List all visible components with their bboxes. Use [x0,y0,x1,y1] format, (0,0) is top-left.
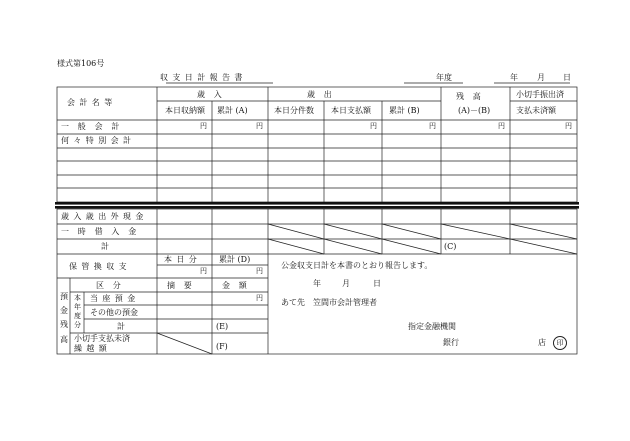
addressee: あて先 笠間市会計管理者 [281,298,377,307]
yen-unit: 円 [429,122,436,130]
form-title: 収支日計報告書 [160,73,247,82]
mark-e: (E) [216,322,229,331]
custody-today-header: 本日分 [164,255,202,264]
yen-unit: 円 [200,122,207,130]
expenditure-header: 歳出 [307,90,341,99]
yen-unit: 円 [200,267,207,275]
exp-cumulative-header: 累計 (B) [389,106,420,115]
report-month-label: 月 [342,279,350,288]
yen-unit: 円 [565,122,572,130]
deposit-side-char: 残 [60,320,68,329]
deposit-subtotal-label: 計 [117,322,125,331]
row-general-account: 一般会計 [61,122,129,131]
unpaid-amount-header: 支払未済額 [516,106,556,115]
income-header: 歳入 [197,90,231,99]
report-statement: 公金収支日計を本書のとおり報告します。 [281,261,433,270]
income-cumulative-header: 累計 (A) [217,106,248,115]
yen-unit: 円 [498,122,505,130]
mark-c: (C) [444,242,457,251]
deposit-year-char: 本 [74,294,81,302]
deposit-side-char: 金 [60,306,68,315]
row-special-account: 何々特別会計 [61,136,136,145]
check-unpaid-label: 小切手支払未済 [74,334,130,343]
deposit-section-header: 区分 [96,281,130,290]
yen-unit: 円 [256,294,263,302]
carryover-label: 繰越額 [74,344,112,353]
mark-f: (F) [216,342,228,351]
balance-header: 残高 [456,92,490,101]
row-temporary-loan: 一時借入金 [61,227,145,236]
header-year-label: 年 [510,73,518,82]
report-year-label: 年 [313,279,321,288]
balance-formula: (A)－(B) [458,106,491,115]
row-excess-cash: 歳入歳出外現金 [61,212,148,221]
current-deposit-label: 当座預金 [90,294,140,303]
check-issued-header: 小切手振出済 [516,90,564,99]
deposit-amount-header: 金額 [222,281,256,290]
exp-count-header: 本日分件数 [274,106,314,115]
deposit-year-char: 度 [74,312,81,320]
income-today-header: 本日収納額 [165,106,205,115]
branch-label: 店 [538,338,546,347]
fiscal-year-label: 年度 [436,73,452,82]
deposit-year-char: 分 [74,321,81,329]
seal-icon: 印 [553,336,567,350]
deposit-summary-header: 摘要 [167,281,201,290]
row-total: 計 [101,242,109,251]
yen-unit: 円 [256,122,263,130]
deposit-side-char: 預 [60,292,68,301]
custody-cumulative-header: 累計 (D) [219,255,251,264]
other-deposit-label: その他の預金 [90,308,138,317]
yen-unit: 円 [256,267,263,275]
yen-unit: 円 [370,122,377,130]
report-day-label: 日 [373,279,381,288]
bank-label: 銀行 [443,338,459,347]
form-number: 様式第106号 [57,59,105,68]
account-name-header: 会計名等 [67,98,117,107]
deposit-side-char: 高 [60,335,68,344]
designated-institution: 指定金融機関 [408,322,456,331]
custody-label: 保管換収支 [69,262,131,271]
exp-today-header: 本日支払額 [331,106,371,115]
header-day-label: 日 [563,73,571,82]
deposit-year-char: 年 [74,303,81,311]
header-month-label: 月 [537,73,545,82]
